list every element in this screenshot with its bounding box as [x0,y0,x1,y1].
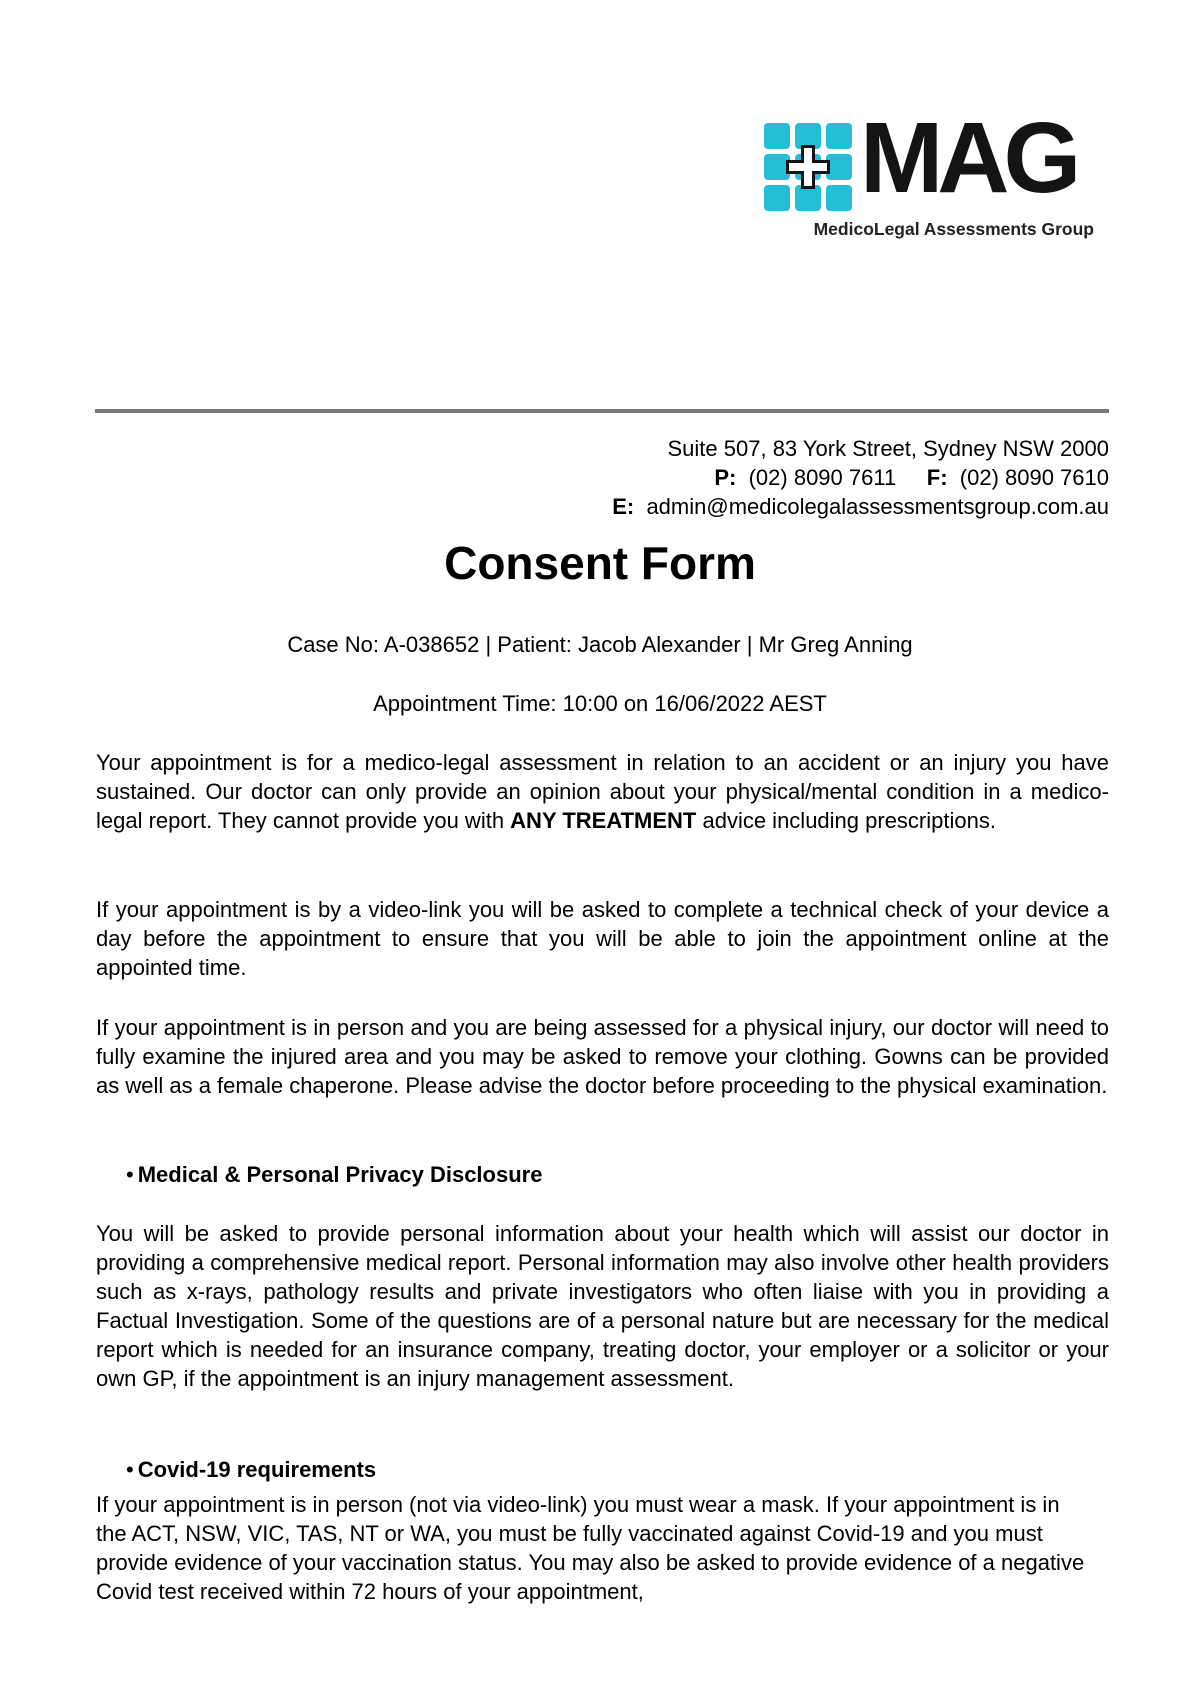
intro-text-before: Your appointment is for a medico-legal assessment in relation to an accident or an injury you have sustained. Our doctor can only provide an opinion about your physical/mental condition in a medico-legal report. They cannot provide you with [96,750,1109,833]
bullet-icon: • [126,1457,134,1482]
in-person-paragraph: If your appointment is in person and you are being assessed for a physical injury, our doctor will need to fully examine the injured area and you may be asked to remove your clothing. Gowns can be provided as well as a female chaperone. Please advise the doctor before proceeding to the physical examination. [96,1015,1109,1098]
address: Suite 507, 83 York Street, Sydney NSW 2000 [667,436,1109,461]
covid-heading [126,1455,376,1484]
fax-label: F: [926,465,948,490]
medical-cross-grid-icon [764,123,852,211]
contact-block [612,434,1109,521]
privacy-heading [126,1160,542,1189]
intro-emphasis: ANY TREATMENT [510,808,697,833]
company-logo [764,102,1094,244]
covid-heading-text: Covid-19 requirements [137,1457,377,1482]
intro-text-after: advice including prescriptions. [696,808,996,833]
email-label: E: [612,494,635,519]
email-address: admin@medicolegalassessmentsgroup.com.au [646,494,1109,519]
appointment-line: Appointment Time: 10:00 on 16/06/2022 AEST [373,691,827,716]
bullet-icon: • [126,1162,134,1187]
logo-tagline: MedicoLegal Assessments Group [813,219,1094,239]
intro-paragraph [96,748,1109,835]
header-divider [95,409,1109,413]
phone-label: P: [714,465,737,490]
phone-number: (02) 8090 7611 [748,465,897,490]
case-line: Case No: A-038652 | Patient: Jacob Alexander | Mr Greg Anning [287,632,913,657]
fax-number: (02) 8090 7610 [959,465,1109,490]
covid-paragraph: If your appointment is in person (not via video-link) you must wear a mask. If your appointment is in the ACT, NSW, VIC, TAS, NT or WA, you must be fully vaccinated against Covid-19 and you must provide evidence of your vaccination status. You may also be asked to provide evidence of a negative Covid test received within 72 hours of your appointment, [96,1492,1085,1604]
privacy-heading-text: Medical & Personal Privacy Disclosure [137,1162,543,1187]
privacy-paragraph: You will be asked to provide personal information about your health which will assist our doctor in providing a comprehensive medical report. Personal information may also involve other health providers such as x-rays, pathology results and private investigators who often liaise with you in providing a Factual Investigation. Some of the questions are of a personal nature but are necessary for the medical report which is needed for an insurance company, treating doctor, your employer or a solicitor or your own GP, if the appointment is an injury management assessment. [96,1221,1109,1391]
logo-wordmark: MAG [860,102,1076,214]
email-line [612,492,1109,521]
video-link-paragraph: If your appointment is by a video-link you will be asked to complete a technical check of your device a day before the appointment to ensure that you will be able to join the appointment online at the appointed time. [96,897,1109,980]
phone-fax-line [612,463,1109,492]
page-title: Consent Form [444,537,756,589]
